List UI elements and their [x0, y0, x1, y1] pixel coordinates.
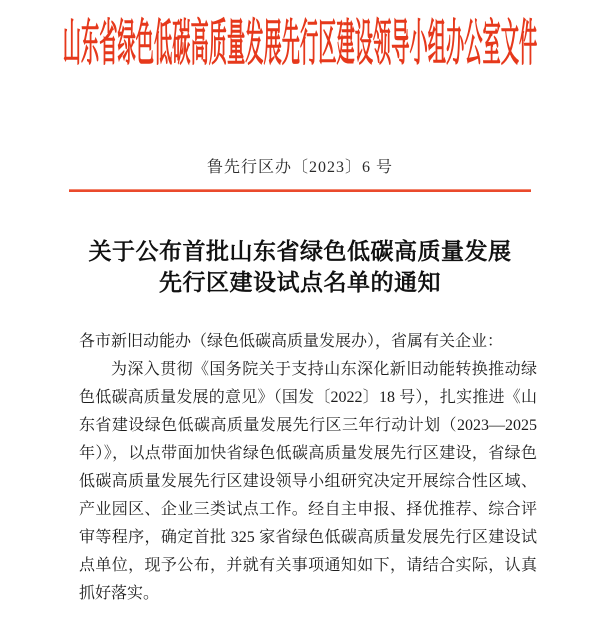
body-line: 色低碳高质量发展的意见》（国发〔2022〕18 号），扎实推进《山	[79, 389, 537, 406]
document-number: 鲁先行区办〔2023〕6 号	[206, 159, 393, 176]
body-line: 抓好落实。	[79, 585, 160, 602]
salutation-line: 各市新旧动能办（绿色低碳高质量发展办），省属有关企业：	[79, 333, 504, 350]
body-line: 审等程序，确定首批 325 家省绿色低碳高质量发展先行区建设试	[79, 529, 537, 546]
body-line: 产业园区、企业三类试点工作。经自主申报、择优推荐、综合评	[79, 501, 537, 518]
document-title-line-2: 先行区建设试点名单的通知	[159, 270, 441, 295]
body-line: 东省建设绿色低碳高质量发展先行区三年行动计划（2023—2025	[79, 417, 537, 434]
body-paragraph	[79, 328, 537, 608]
red-divider-rule	[69, 189, 531, 192]
document-title-line-1: 关于公布首批山东省绿色低碳高质量发展	[88, 239, 512, 264]
body-line: 低碳高质量发展先行区建设领导小组研究决定开展综合性区域、	[79, 473, 537, 490]
body-line: 为深入贯彻《国务院关于支持山东深化新旧动能转换推动绿	[111, 361, 537, 378]
red-header-banner	[0, 12, 600, 74]
body-line: 点单位，现予公布，并就有关事项通知如下，请结合实际，认真	[79, 557, 537, 574]
red-header-banner-text: 山东省绿色低碳高质量发展先行区建设领导小组办公室文件	[62, 15, 538, 71]
paragraph-lines	[79, 356, 537, 608]
body-line: 年）》，以点带面加快省绿色低碳高质量发展先行区建设，省绿色	[79, 445, 537, 462]
document-title	[0, 236, 600, 298]
